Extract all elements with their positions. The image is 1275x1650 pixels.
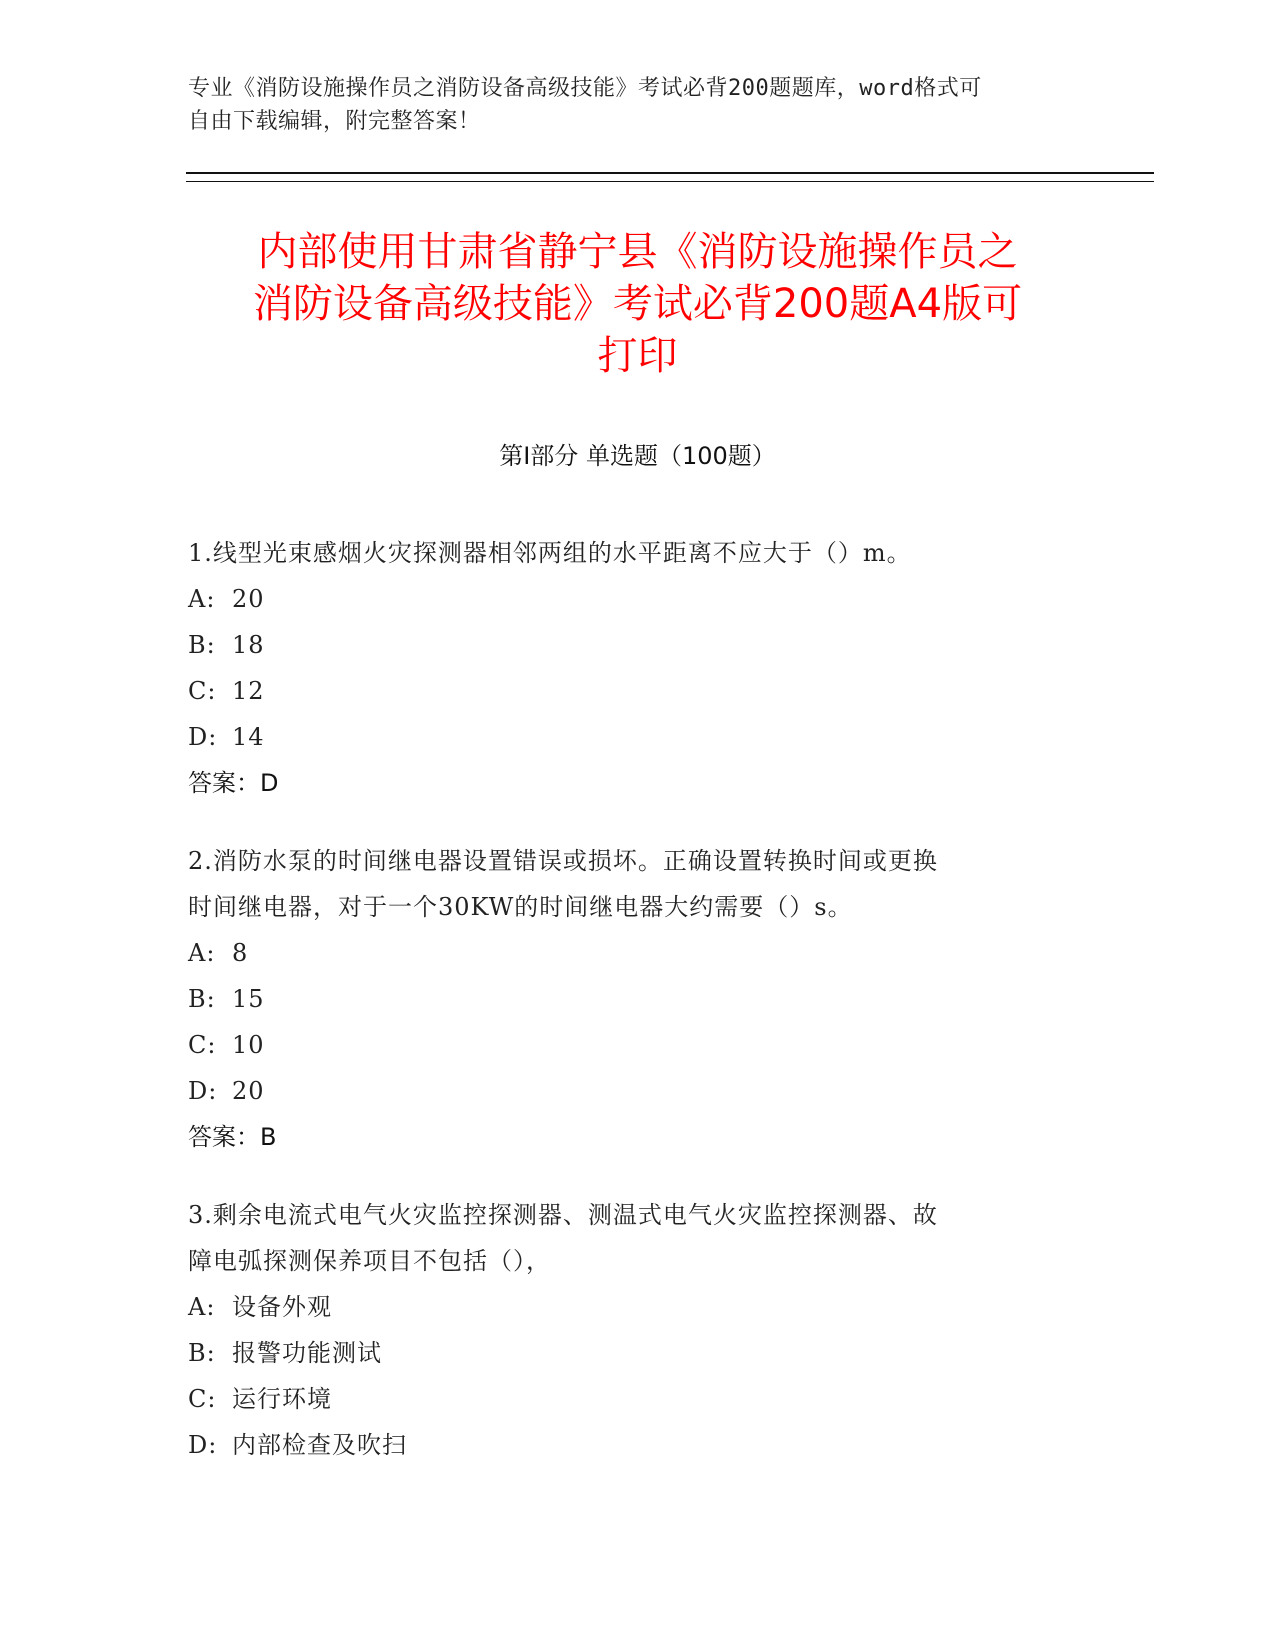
option-c	[188, 1022, 1088, 1068]
option-b	[188, 1330, 1088, 1376]
title-line-3: 打印	[597, 333, 678, 379]
intro-text	[188, 72, 1078, 138]
option-text: 报警功能测试	[232, 1339, 382, 1367]
option-letter: B:	[188, 1339, 216, 1367]
option-text: 8	[232, 939, 249, 967]
option-text: 14	[232, 723, 265, 751]
option-letter: C:	[188, 1385, 217, 1413]
section-heading: 第Ⅰ部分 单选题（100题）	[499, 442, 776, 470]
option-letter: A:	[188, 585, 216, 613]
question-1	[188, 530, 1088, 806]
question-stem: 1.线型光束感烟火灾探测器相邻两组的水平距离不应大于（）m。	[188, 539, 912, 567]
option-text: 10	[232, 1031, 265, 1059]
option-a	[188, 1284, 1088, 1330]
option-c	[188, 668, 1088, 714]
header-divider-thin	[186, 181, 1154, 182]
option-text: 20	[232, 1077, 265, 1105]
option-c	[188, 1376, 1088, 1422]
intro-line-2: 自由下载编辑，附完整答案！	[188, 109, 481, 134]
option-a	[188, 576, 1088, 622]
option-letter: C:	[188, 677, 217, 705]
header-divider-thick	[186, 172, 1154, 174]
option-text: 15	[232, 985, 265, 1013]
option-letter: A:	[188, 1293, 216, 1321]
question-stem-line-1: 3.剩余电流式电气火灾监控探测器、测温式电气火灾监控探测器、故	[188, 1201, 938, 1229]
option-text: 12	[232, 677, 265, 705]
question-stem-line-2: 障电弧探测保养项目不包括（），	[188, 1247, 551, 1275]
option-letter: D:	[188, 723, 218, 751]
option-letter: A:	[188, 939, 216, 967]
option-letter: D:	[188, 1077, 218, 1105]
question-stem-line-1: 2.消防水泵的时间继电器设置错误或损坏。正确设置转换时间或更换	[188, 847, 938, 875]
question-3	[188, 1192, 1088, 1468]
option-d	[188, 1068, 1088, 1114]
option-text: 设备外观	[232, 1293, 332, 1321]
option-text: 18	[232, 631, 265, 659]
title-line-2: 消防设备高级技能》考试必背200题A4版可	[252, 281, 1023, 327]
intro-line-1: 专业《消防设施操作员之消防设备高级技能》考试必背200题题库，word格式可	[188, 76, 982, 101]
option-letter: B:	[188, 985, 216, 1013]
document-title	[160, 226, 1115, 382]
option-d	[188, 714, 1088, 760]
question-list	[188, 530, 1088, 1500]
option-b	[188, 976, 1088, 1022]
option-letter: D:	[188, 1431, 218, 1459]
answer-line: 答案：B	[188, 1123, 277, 1151]
option-letter: B:	[188, 631, 216, 659]
option-b	[188, 622, 1088, 668]
answer-line: 答案：D	[188, 769, 279, 797]
question-2	[188, 838, 1088, 1160]
title-line-1: 内部使用甘肃省静宁县《消防设施操作员之	[257, 229, 1018, 275]
option-text: 运行环境	[232, 1385, 332, 1413]
option-d	[188, 1422, 1088, 1468]
option-letter: C:	[188, 1031, 217, 1059]
question-stem-line-2: 时间继电器，对于一个30KW的时间继电器大约需要（）s。	[188, 893, 853, 921]
option-a	[188, 930, 1088, 976]
option-text: 20	[232, 585, 265, 613]
option-text: 内部检查及吹扫	[232, 1431, 407, 1459]
